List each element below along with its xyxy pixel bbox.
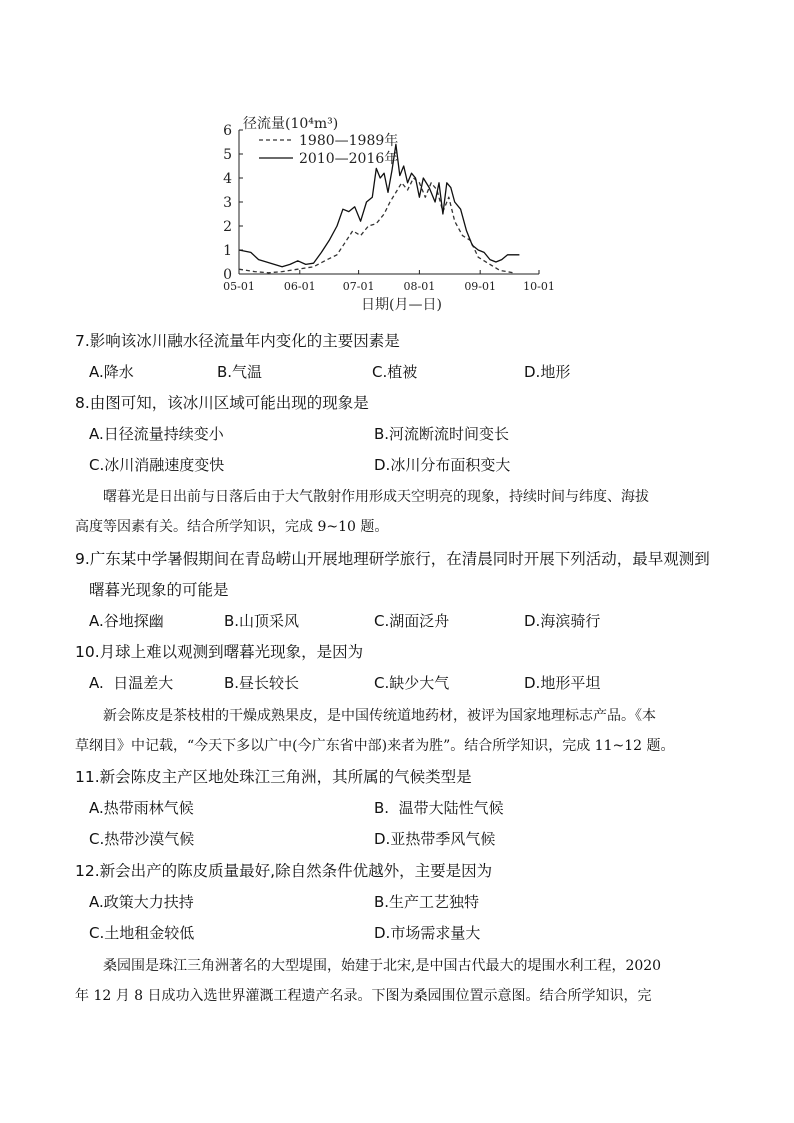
y-tick-label: 2 [223,219,232,235]
q11-option-b[interactable]: B. 温带大陆性气候 [374,799,504,817]
q11-option-c[interactable]: C.热带沙漠气候 [89,830,195,848]
x-tick-label: 06-01 [283,280,316,293]
q9-option-d[interactable]: D.海滨骑行 [524,612,601,630]
q12-option-a[interactable]: A.政策大力扶持 [89,893,194,911]
q7-option-d[interactable]: D.地形 [524,363,571,381]
q8-option-b[interactable]: B.河流断流时间变长 [374,425,510,443]
q11-stem: 11.新会陈皮主产区地处珠江三角洲，其所属的气候类型是 [75,768,472,786]
q8-option-d[interactable]: D.冰川分布面积变大 [374,456,511,474]
q12-option-d[interactable]: D.市场需求量大 [374,924,481,942]
q9-stem-line1: 9.广东某中学暑假期间在青岛崂山开展地理研学旅行，在清晨同时开展下列活动，最早观测到 [75,550,710,568]
runoff-chart [215,108,575,323]
q9-option-b[interactable]: B.山顶采风 [224,612,300,630]
q12-option-c[interactable]: C.土地租金较低 [89,924,195,942]
q7-option-b[interactable]: B.气温 [217,363,263,381]
q10-stem: 10.月球上难以观测到曙暮光现象，是因为 [75,643,364,661]
q11-option-a[interactable]: A.热带雨林气候 [89,799,194,817]
passage-chenpi-line2: 草纲目》中记载，“今天下多以广中(今广东省中部)来者为胜”。结合所学知识，完成 11~12 题。 [75,738,675,754]
q7-option-c[interactable]: C.植被 [372,363,418,381]
y-axis-ticks [223,123,243,283]
passage-chenpi-line1: 新会陈皮是茶枝柑的干燥成熟果皮，是中国传统道地药材，被评为国家地理标志产品。《本 [75,708,656,724]
q12-option-b[interactable]: B.生产工艺独特 [374,893,480,911]
runoff-chart-svg [215,108,575,323]
x-tick-label: 07-01 [342,280,375,293]
legend-label-1980: 1980—1989年 [299,133,399,149]
x-tick-label: 08-01 [403,280,436,293]
x-axis-ticks [223,270,555,293]
q10-option-d[interactable]: D.地形平坦 [524,674,601,692]
y-tick-label: 3 [223,195,232,211]
q12-stem: 12.新会出产的陈皮质量最好,除自然条件优越外，主要是因为 [75,862,493,880]
q8-option-a[interactable]: A.日径流量持续变小 [89,425,224,443]
x-tick-label: 10-01 [523,280,555,293]
q10-option-a[interactable]: A. 日温差大 [89,674,174,692]
y-axis-label: 径流量(10⁴m³) [243,116,339,132]
q7-stem: 7.影响该冰川融水径流量年内变化的主要因素是 [75,332,400,350]
y-tick-label: 0 [223,267,232,283]
legend-label-2010: 2010—2016年 [299,151,399,167]
q9-option-a[interactable]: A.谷地探幽 [89,612,164,630]
x-tick-label: 09-01 [464,280,497,293]
passage-twilight-line2: 高度等因素有关。结合所学知识，完成 9~10 题。 [75,519,389,535]
y-tick-label: 4 [223,171,232,187]
q11-option-d[interactable]: D.亚热带季风气候 [374,830,496,848]
y-tick-label: 1 [223,243,232,259]
q9-stem-line2: 曙暮光现象的可能是 [89,581,229,599]
series-line-1980-1989 [239,178,514,273]
q9-option-c[interactable]: C.湖面泛舟 [374,612,450,630]
x-tick-label: 05-01 [223,280,255,293]
q8-stem: 8.由图可知，该冰川区域可能出现的现象是 [75,394,369,412]
q8-option-c[interactable]: C.冰川消融速度变快 [89,456,225,474]
x-axis-label: 日期(月—日) [361,297,442,313]
passage-sangyuanwei-line2: 年 12 月 8 日成功入选世界灌溉工程遗产名录。下图为桑园围位置示意图。结合所学知识，完 [75,988,652,1004]
passage-twilight-line1: 曙暮光是日出前与日落后由于大气散射作用形成天空明亮的现象，持续时间与纬度、海拔 [75,489,649,505]
q7-option-a[interactable]: A.降水 [89,363,134,381]
legend [259,132,398,167]
y-tick-label: 5 [223,147,232,163]
q10-option-c[interactable]: C.缺少大气 [374,674,450,692]
q10-option-b[interactable]: B.昼长较长 [224,674,300,692]
y-tick-label: 6 [223,123,232,139]
passage-sangyuanwei-line1: 桑园围是珠江三角洲著名的大型堤围，始建于北宋,是中国古代最大的堤围水利工程，2020 [75,958,662,974]
